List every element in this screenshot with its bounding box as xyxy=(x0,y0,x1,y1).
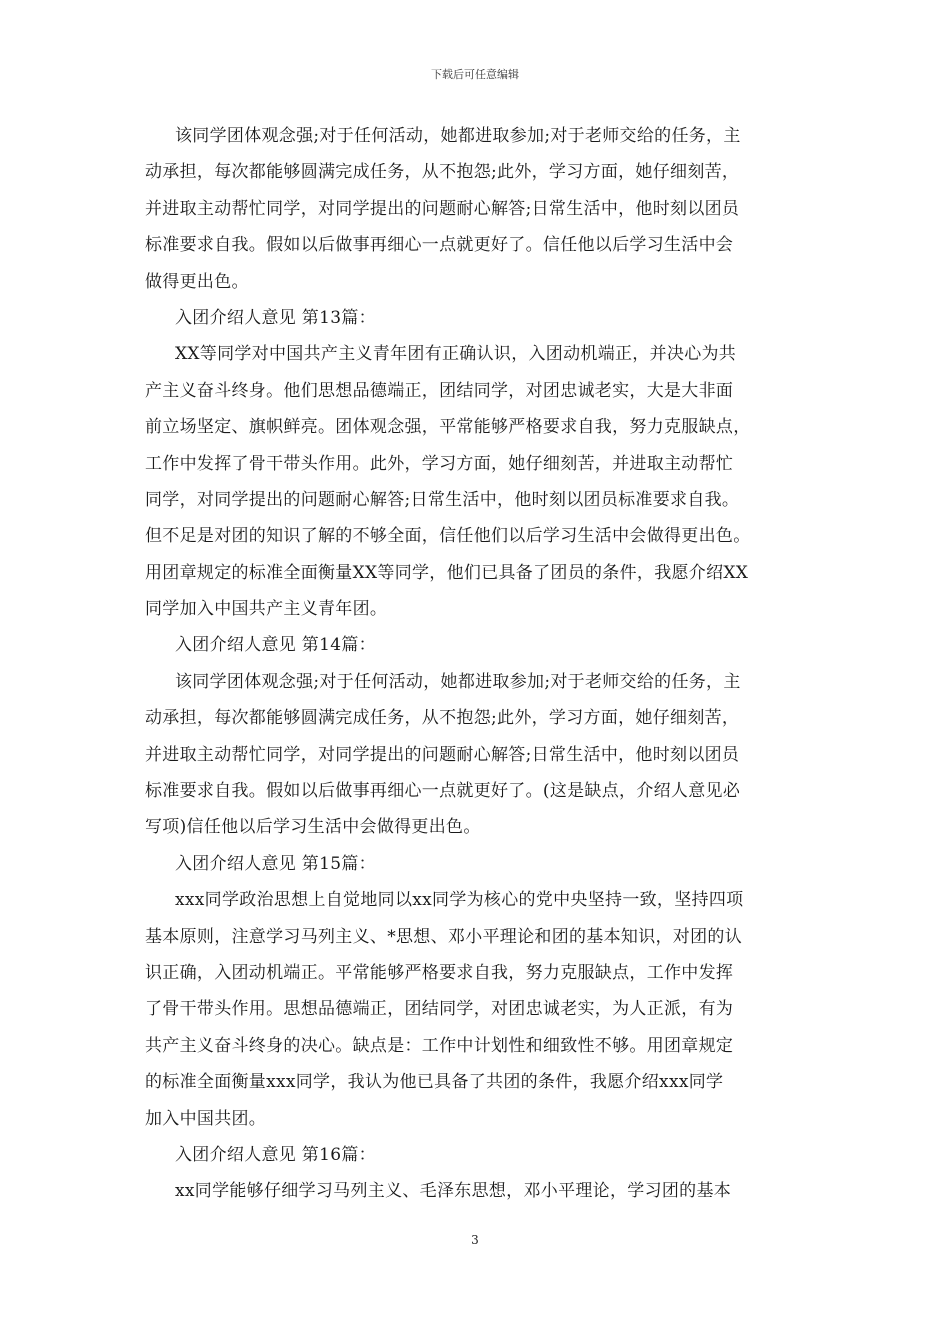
text-line: 前立场坚定、旗帜鲜亮。团体观念强，平常能够严格要求自我，努力克服缺点， xyxy=(145,417,751,438)
text-line: 标准要求自我。假如以后做事再细心一点就更好了。信任他以后学习生活中会 xyxy=(145,235,734,256)
text-line: 产主义奋斗终身。他们思想品德端正，团结同学，对团忠诚老实，大是大非面 xyxy=(145,380,734,401)
text-line: 动承担，每次都能够圆满完成任务，从不抱怨;此外，学习方面，她仔细刻苦， xyxy=(145,162,740,183)
text-line: 了骨干带头作用。思想品德端正，团结同学，对团忠诚老实，为人正派，有为 xyxy=(145,999,734,1020)
text-line: 共产主义奋斗终身的决心。缺点是：工作中计划性和细致性不够。用团章规定 xyxy=(145,1035,734,1056)
text-line: xxx同学政治思想上自觉地同以xx同学为核心的党中央坚持一致，坚持四项 xyxy=(175,890,744,911)
text-line: 写项)信任他以后学习生活中会做得更出色。 xyxy=(145,817,481,838)
text-line: 标准要求自我。假如以后做事再细心一点就更好了。(这是缺点，介绍人意见必 xyxy=(145,781,741,802)
text-line: 加入中国共团。 xyxy=(145,1108,267,1129)
text-line: 但不足是对团的知识了解的不够全面，信任他们以后学习生活中会做得更出色。 xyxy=(145,526,751,547)
text-line: 并进取主动帮忙同学，对同学提出的问题耐心解答;日常生活中，他时刻以团员 xyxy=(145,198,740,219)
text-line: 动承担，每次都能够圆满完成任务，从不抱怨;此外，学习方面，她仔细刻苦， xyxy=(145,708,740,729)
text-line: 入团介绍人意见 第16篇： xyxy=(175,1144,376,1165)
text-line: 用团章规定的标准全面衡量XX等同学，他们已具备了团员的条件，我愿介绍XX xyxy=(145,562,749,583)
page-header: 下载后可任意编辑 xyxy=(431,68,519,81)
text-line: 同学加入中国共产主义青年团。 xyxy=(145,599,388,620)
text-line: 该同学团体观念强;对于任何活动，她都进取参加;对于老师交给的任务，主 xyxy=(175,126,741,146)
text-line: 做得更出色。 xyxy=(145,271,249,292)
text-line: XX等同学对中国共产主义青年团有正确认识，入团动机端正，并决心为共 xyxy=(175,344,737,365)
text-line: 入团介绍人意见 第13篇： xyxy=(175,307,376,328)
document-body xyxy=(145,118,815,1210)
text-line: 入团介绍人意见 第14篇： xyxy=(175,635,376,656)
text-line: 并进取主动帮忙同学，对同学提出的问题耐心解答;日常生活中，他时刻以团员 xyxy=(145,744,740,765)
text-line: 该同学团体观念强;对于任何活动，她都进取参加;对于老师交给的任务，主 xyxy=(175,671,741,692)
text-line: 同学，对同学提出的问题耐心解答;日常生活中，他时刻以团员标准要求自我。 xyxy=(145,489,740,510)
page-number: 3 xyxy=(471,1233,479,1247)
text-line: 识正确，入团动机端正。平常能够严格要求自我，努力克服缺点，工作中发挥 xyxy=(145,962,734,983)
text-line: 工作中发挥了骨干带头作用。此外，学习方面，她仔细刻苦，并进取主动帮忙 xyxy=(145,453,734,474)
text-line: 的标准全面衡量xxx同学，我认为他已具备了共团的条件，我愿介绍xxx同学 xyxy=(145,1072,724,1093)
text-line: 基本原则，注意学习马列主义、*思想、邓小平理论和团的基本知识，对团的认 xyxy=(145,926,742,947)
text-line: xx同学能够仔细学习马列主义、毛泽东思想，邓小平理论，学习团的基本 xyxy=(175,1181,732,1202)
text-line: 入团介绍人意见 第15篇： xyxy=(175,853,376,874)
